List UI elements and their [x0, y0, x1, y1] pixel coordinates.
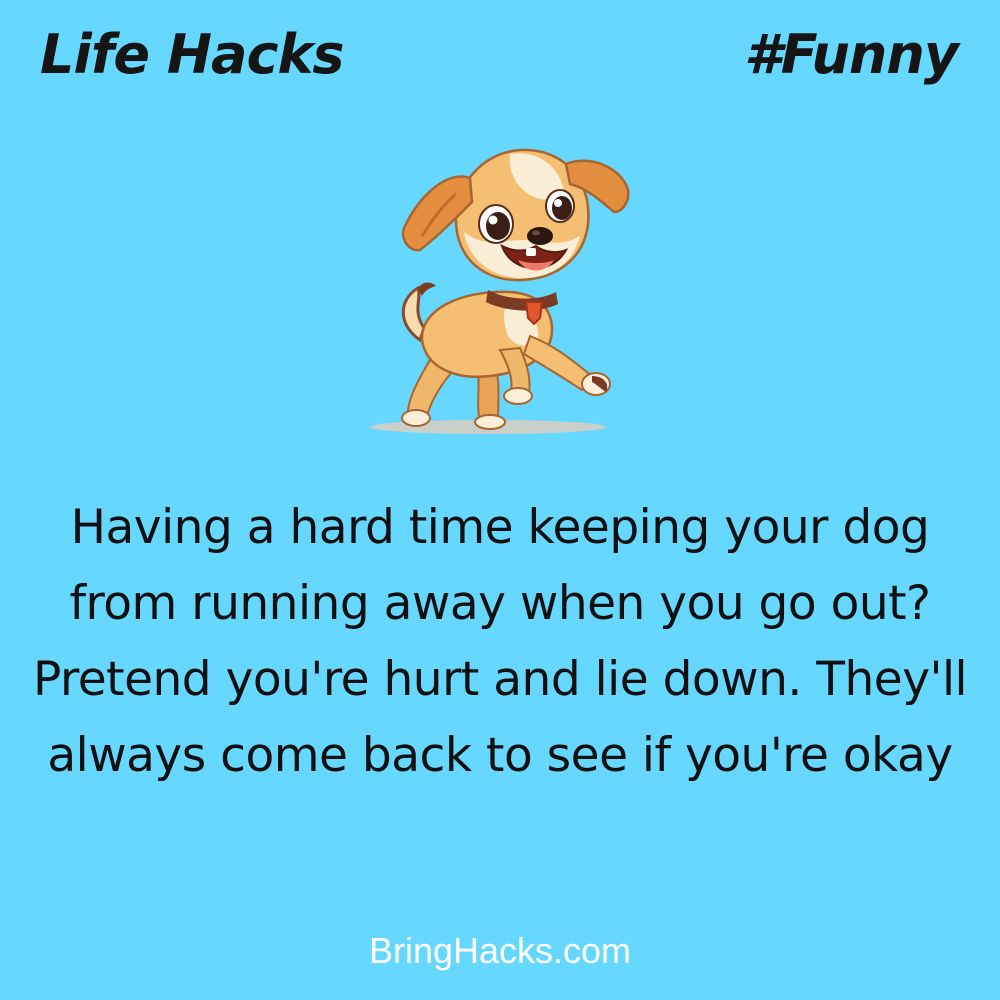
page-title: Life Hacks [40, 23, 344, 86]
category-tag: #Funny [744, 23, 958, 86]
site-footer-link[interactable]: BringHacks.com [368, 930, 632, 971]
cartoon-dog-icon [360, 140, 640, 440]
hack-message: Having a hard time keeping your dog from running away when you go out? Pretend you're hurt and lie down. They'll always come back to see if you're okay [32, 500, 968, 783]
